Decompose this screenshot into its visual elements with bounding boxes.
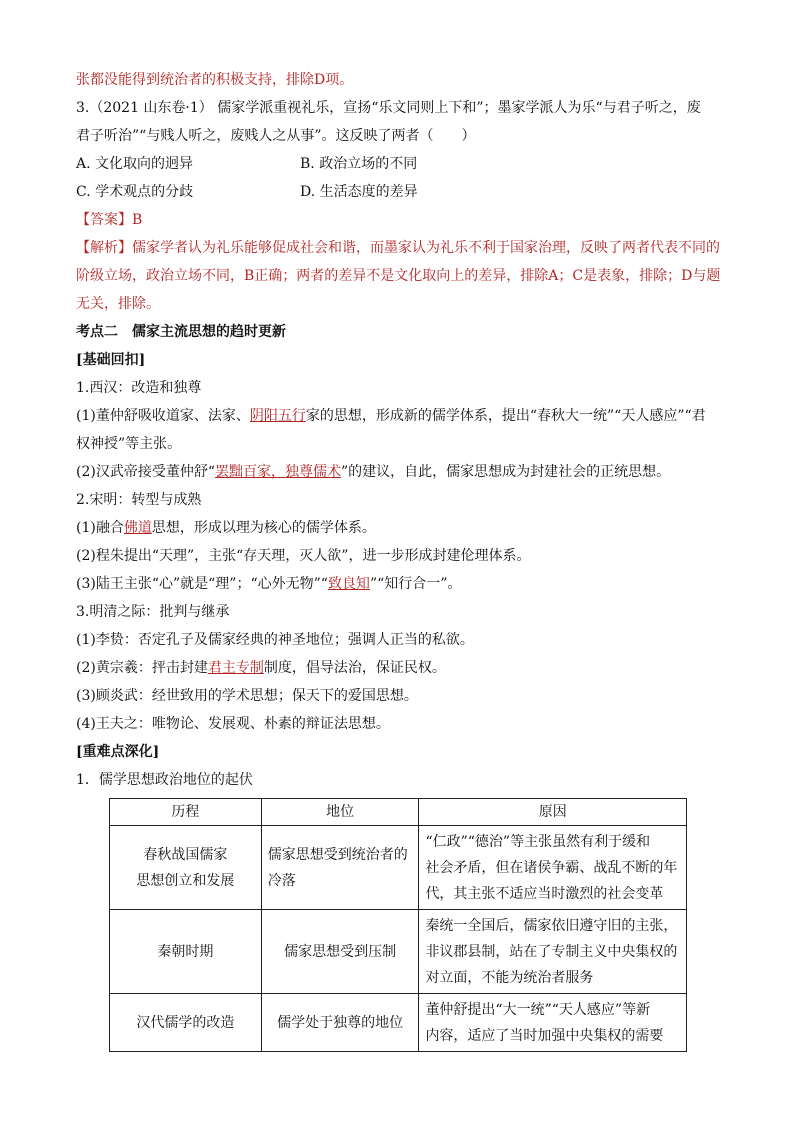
options-row-1 — [76, 154, 718, 174]
xihan-heading: 1.西汉：改造和独尊 — [76, 380, 202, 396]
keyword-underlined: 君主专制 — [207, 660, 264, 676]
text: (3)陆王主张“心”就是“理”；“心外无物”“ — [76, 576, 328, 592]
songming-heading: 2.宋明：转型与成熟 — [76, 492, 202, 508]
options-row-2 — [76, 182, 718, 202]
songming-point-2: (2)程朱提出“天理”，主张“存天理，灭人欲”，进一步形成封建伦理体系。 — [76, 548, 531, 564]
cell-line: “仁政”“德治”等主张虽然有利于缓和 — [425, 833, 651, 850]
reason-cell — [419, 994, 687, 1052]
mingqing-heading: 3.明清之际：批判与继承 — [76, 604, 230, 620]
status-table — [109, 798, 687, 1052]
cell-line: 非议郡县制，站在了专制主义中央集权的 — [425, 943, 678, 960]
header-reason: 原因 — [419, 799, 687, 826]
cell-line: 社会矛盾，但在诸侯争霸、战乱不断的年 — [425, 859, 678, 876]
keyword-underlined: 阴阳五行 — [249, 408, 306, 424]
keyword-underlined: 致良知 — [327, 576, 370, 592]
analysis-label: 【解析】 — [76, 240, 132, 256]
text: 家的思想，形成新的儒学体系，提出“春秋大一统”“天人感应”“君 — [305, 408, 706, 424]
status-cell — [261, 826, 419, 910]
text: ”“知行合一”。 — [369, 576, 462, 592]
cell-line: 内容，适应了当时加强中央集权的需要 — [425, 1027, 664, 1044]
reason-cell — [419, 910, 687, 994]
status-cell — [261, 910, 419, 994]
cell-line: 代，其主张不适应当时激烈的社会变革 — [425, 885, 664, 902]
header-stage: 历程 — [110, 799, 262, 826]
cell-line: 秦朝时期 — [157, 943, 214, 960]
stage-cell — [110, 994, 262, 1052]
cell-line: 汉代儒学的改造 — [136, 1014, 235, 1031]
cell-line: 儒家思想受到统治者的 — [267, 846, 408, 863]
option-d: D. 生活态度的差异 — [300, 184, 418, 200]
answer-line: 【答案】B — [76, 212, 143, 228]
songming-point-3 — [76, 574, 718, 594]
cell-line: 儒家思想受到压制 — [284, 943, 397, 960]
xihan-point-1-cont: 权神授”等主张。 — [76, 436, 182, 452]
text: ”的建议，自此，儒家思想成为封建社会的正统思想。 — [341, 464, 671, 480]
header-status: 地位 — [261, 799, 419, 826]
cell-line: 对立面，不能为统治者服务 — [425, 969, 594, 986]
option-b: B. 政治立场的不同 — [300, 156, 418, 172]
table-row — [110, 910, 687, 994]
text: 思想，形成以理为核心的儒学体系。 — [151, 520, 376, 536]
analysis-line-1 — [76, 238, 718, 258]
cell-line: 思想创立和发展 — [136, 872, 235, 889]
mingqing-point-3: (3)顾炎武：经世致用的学术思想；保天下的爱国思想。 — [76, 688, 418, 704]
cell-line: 儒学处于独尊的地位 — [277, 1014, 404, 1031]
table-row — [110, 826, 687, 910]
mingqing-point-2 — [76, 658, 718, 678]
text: (1)融合 — [76, 520, 124, 536]
analysis-line-2: 阶级立场，政治立场不同，B正确；两者的差异不是文化取向上的差异，排除A；C是表象，排除；D与题 — [76, 268, 721, 284]
analysis-line-3: 无关，排除。 — [76, 296, 160, 312]
cell-line: 秦统一全国后，儒家依旧遵守旧的主张， — [425, 917, 678, 934]
table-title: 1．儒学思想政治地位的起伏 — [76, 772, 253, 788]
status-cell — [261, 994, 419, 1052]
cell-line: 冷落 — [267, 872, 296, 889]
analysis-text-1: 儒家学者认为礼乐能够促成社会和谐，而墨家认为礼乐不利于国家治理，反映了两者代表不同的 — [132, 240, 720, 256]
question-stem-line-2: 君子听治”“与贱人听之，废贱人之从事”。这反映了两者（ ） — [76, 128, 476, 144]
basic-review-label: [基础回扣] — [76, 352, 146, 368]
question-stem-line-1: 3.（2021 山东卷·1） 儒家学派重视礼乐，宣扬“乐文同则上下和”；墨家学派人为乐“与君子听之，废 — [76, 100, 701, 116]
keyword-underlined: 罢黜百家，独尊儒术 — [215, 464, 341, 480]
cell-line: 董仲舒提出“大一统”“天人感应”等新 — [425, 1001, 651, 1018]
text: (2)黄宗羲：抨击封建 — [76, 660, 208, 676]
section-title: 考点二 儒家主流思想的趋时更新 — [76, 324, 286, 340]
table-row — [110, 994, 687, 1052]
cell-line: 春秋战国儒家 — [143, 846, 228, 863]
mingqing-point-4: (4)王夫之：唯物论、发展观、朴素的辩证法思想。 — [76, 716, 390, 732]
mingqing-point-1: (1)李贽：否定孔子及儒家经典的神圣地位；强调人正当的私欲。 — [76, 632, 474, 648]
xihan-point-2 — [76, 462, 718, 482]
stage-cell — [110, 826, 262, 910]
songming-point-1 — [76, 518, 718, 538]
text: 制度，倡导法治，保证民权。 — [263, 660, 446, 676]
option-c: C. 学术观点的分歧 — [76, 184, 194, 200]
deepening-label: [重难点深化] — [76, 744, 160, 760]
stage-cell — [110, 910, 262, 994]
text: (2)汉武帝接受董仲舒“ — [76, 464, 215, 480]
table-header-row — [110, 799, 687, 826]
previous-answer-tail: 张都没能得到统治者的积极支持，排除D项。 — [76, 72, 354, 88]
text: (1)董仲舒吸收道家、法家、 — [76, 408, 250, 424]
document-page — [76, 70, 721, 1052]
keyword-underlined: 佛道 — [123, 520, 152, 536]
reason-cell — [419, 826, 687, 910]
xihan-point-1 — [76, 406, 718, 426]
option-a: A. 文化取向的迥异 — [76, 156, 194, 172]
